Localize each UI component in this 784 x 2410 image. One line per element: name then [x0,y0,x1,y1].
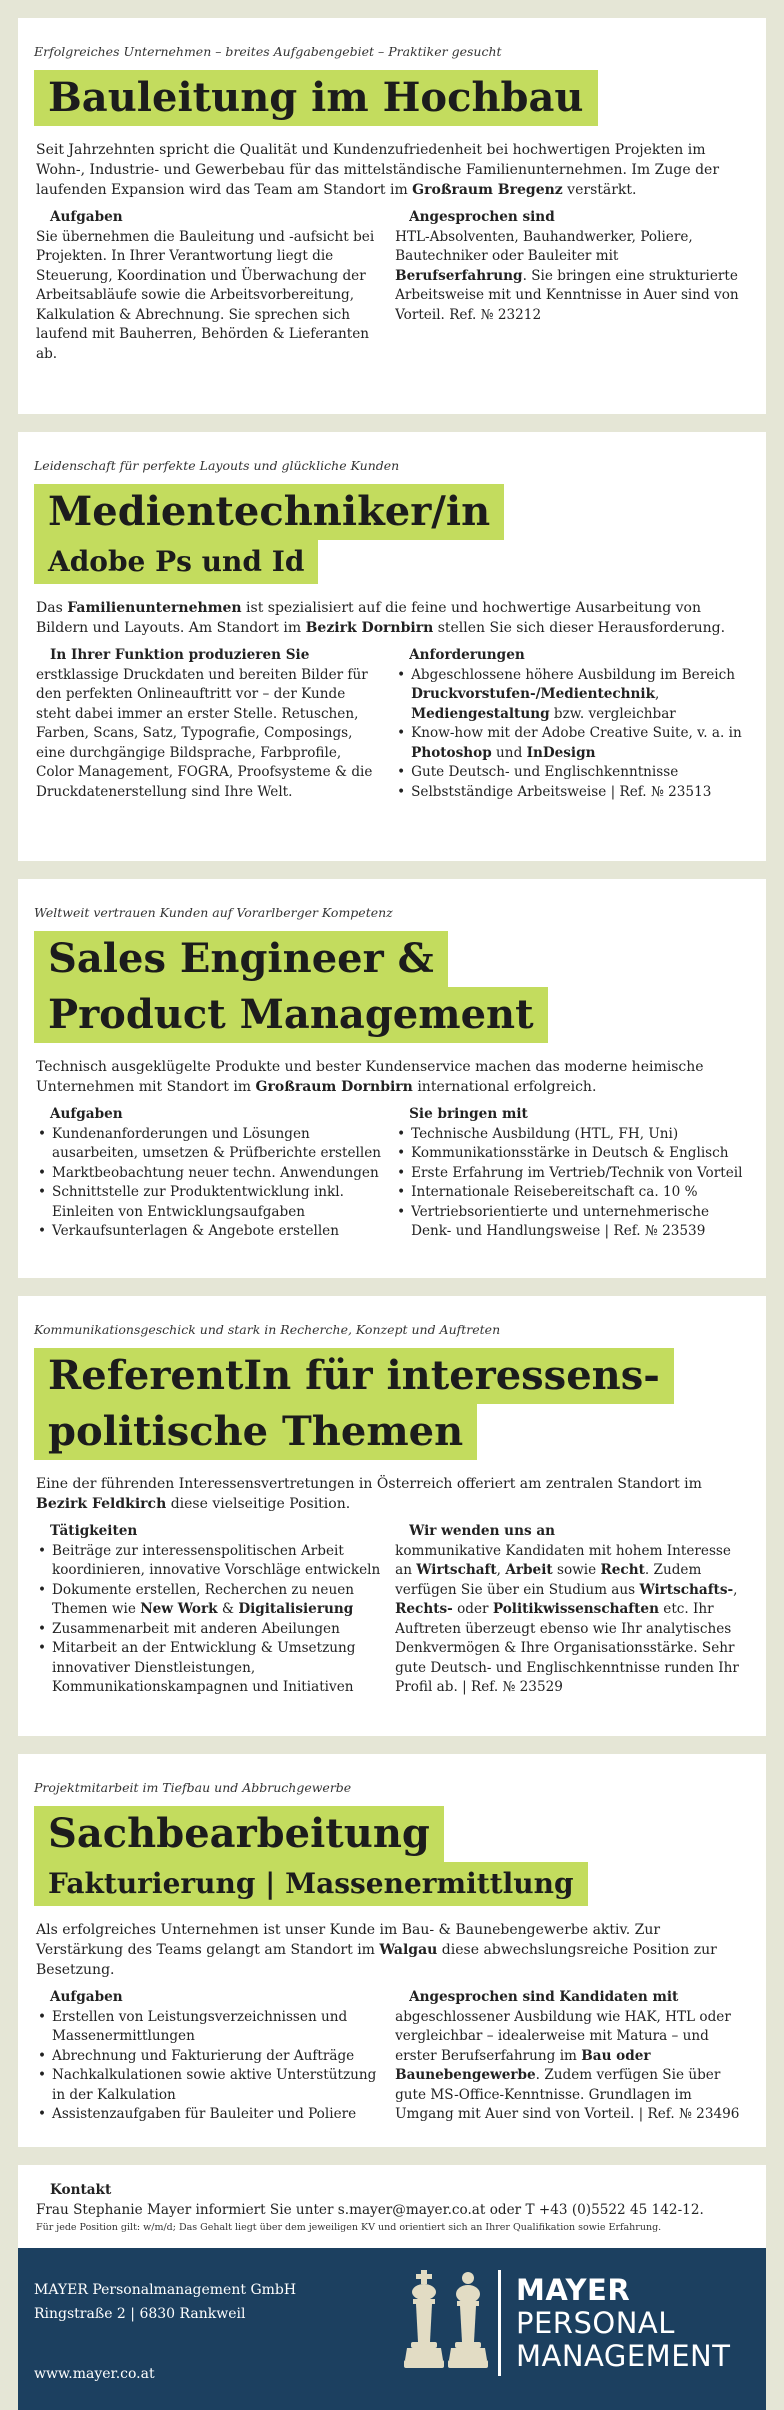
subtitle-line [34,540,748,584]
bold-text: Berufserfahrung [395,267,523,284]
job-subtitle: Fakturierung | Massenermittlung [34,1862,588,1906]
bullet-item [34,2047,381,2067]
text-run: ist spezialisiert auf die feine und hochwertige Ausarbeitung von Bildern und Layouts. Am Standort im [36,600,701,637]
text-run: Gute Deutsch- und Englischkenntnisse [411,764,679,781]
bullet-item [34,1222,381,1242]
right-column [393,1105,748,1242]
bold-text: InDesign [526,744,596,761]
job-columns [34,1522,748,1698]
text-run: oder [452,1601,493,1618]
bullet-item [34,1125,381,1164]
text-run: und [491,744,527,761]
bullet-list [393,1125,748,1242]
job-intro [36,140,748,200]
text-run: , [496,1562,506,1579]
bullet-item [393,1125,748,1145]
bullet-list [34,1542,381,1698]
text-run: & [217,1601,239,1618]
title-line [34,1348,748,1404]
text-run: Verkaufsunterlagen & Angebote erstellen [52,1223,339,1240]
bullet-item [393,666,748,725]
column-text [34,228,381,365]
job-title: Medientechniker/in [34,484,504,540]
text-run: Abgeschlossene höhere Ausbildung im Bereich [411,666,735,683]
job-ad-sales-engineer [18,879,766,1278]
bold-text: Photoshop [411,744,492,761]
text-run: stellen Sie sich dieser Herausforderung. [433,620,726,637]
fine-print: Für jede Position gilt: w/m/d; Das Gehalt liegt über dem jeweiligen KV und orientiert sich an Ihrer Qualifikation sowie Erfahrung. [36,2222,662,2233]
text-run: Dokumente erstellen, Recherchen zu neuen Themen wie [52,1581,355,1618]
column-heading: Tätigkeiten [50,1523,138,1540]
bold-text: Wirtschaft [416,1562,497,1579]
bold-text: New Work [140,1601,218,1618]
job-intro [36,1474,748,1514]
column-text [393,1542,748,1698]
job-title: Sales Engineer & [34,931,448,987]
text-run: sowie [552,1562,601,1579]
text-run: diese vielseitige Position. [166,1496,351,1513]
job-ad-bauleitung [18,18,766,414]
left-column [34,1988,393,2125]
right-column [393,1522,748,1698]
bullet-item [393,783,748,803]
job-ad-medientechniker [18,432,766,861]
text-run: erstklassige Druckdaten und bereiten Bilder für den perfekten Onlineauftritt vor – der Kunde steht dabei immer an erster Stelle. Retuschen, Farben, Scans, Satz, Typografie, Composings, eine durchgängige Bildsprache, Farbprofile, Color Management, FOGRA, Proofsysteme & die Druckdatenerstellung sind Ihre Welt. [36,666,373,800]
bullet-item [34,2066,381,2105]
right-column [393,646,748,802]
job-tagline: Weltweit vertrauen Kunden auf Vorarlberger Kompetenz [34,905,393,920]
text-run: , [733,1581,738,1598]
bullet-list [34,1125,381,1242]
job-ad-referentin [18,1296,766,1736]
bullet-item [34,1639,381,1698]
subtitle-line [34,1862,748,1906]
bullet-list [34,2008,381,2125]
job-listing-page [18,18,766,2248]
text-run: international erfolgreich. [412,1079,597,1096]
bold-text: Walgau [379,1942,438,1959]
text-run: . Sie bringen eine strukturierte Arbeitsweise mit und Kenntnisse in Auer sind von Vorteil. Ref. № 23212 [395,267,739,323]
bold-text: Digitalisierung [238,1601,354,1618]
job-intro [36,1920,748,1980]
bullet-item [393,724,748,763]
bullet-list [393,666,748,803]
title-line [34,1806,748,1862]
column-heading: Aufgaben [50,209,123,226]
column-heading: Angesprochen sind Kandidaten mit [409,1989,679,2006]
job-title: politische Themen [34,1404,477,1460]
king-chess-icon [402,2270,446,2370]
title-line [34,70,748,126]
text-run: Mitarbeit an der Entwicklung & Umsetzung innovativer Dienstleistungen, Kommunikationskampagnen und Initiativen [52,1640,356,1696]
job-title: Bauleitung im Hochbau [34,70,598,126]
text-run: Zusammenarbeit mit anderen Abeilungen [52,1620,340,1637]
text-run: Vertriebsorientierte und unternehmerische Denk- und Handlungsweise | Ref. № 23539 [411,1203,710,1240]
bullet-item [34,1183,381,1222]
text-run: Assistenzaufgaben für Bauleiter und Poliere [52,2106,357,2123]
left-column [34,1522,393,1698]
text-run: verstärkt. [562,182,637,199]
left-column [34,646,393,802]
job-tagline: Erfolgreiches Unternehmen – breites Aufgabengebiet – Praktiker gesucht [34,44,502,59]
company-name: MAYER Personalmanagement GmbH [34,2282,297,2298]
text-run: Know-how mit der Adobe Creative Suite, v. a. in [411,725,742,742]
text-run: HTL-Absolventen, Bauhandwerker, Poliere, Bautechniker oder Bauleiter mit [395,228,693,265]
column-text [393,228,748,326]
brand-divider [498,2270,501,2376]
text-run: Technisch ausgeklügelte Produkte und bester Kundenservice machen das moderne heimische Unternehmen mit Standort im [36,1059,704,1096]
bullet-item [34,1620,381,1640]
text-run: Nachkalkulationen sowie aktive Unterstützung in der Kalkulation [52,2067,377,2103]
bold-text: Recht [600,1562,645,1579]
job-subtitle: Adobe Ps und Id [34,540,318,584]
text-run: Seit Jahrzehnten spricht die Qualität und Kundenzufriedenheit bei hochwertigen Projekten im Wohn-, Industrie- und Gewerbebau für das mittelständische Familienunternehmen. Im Zuge der laufenden Expansion wird das Team am Standort im [36,142,720,199]
job-tagline: Projektmitarbeit im Tiefbau und Abbruchgewerbe [34,1780,352,1795]
column-heading: In Ihrer Funktion produzieren Sie [50,647,310,664]
bullet-item [393,1164,748,1184]
bold-text: Großraum Bregenz [412,182,563,199]
text-run: Kundenanforderungen und Lösungen ausarbeiten, umsetzen & Prüfberichte erstellen [52,1125,382,1162]
title-line [34,484,748,540]
bullet-item [34,2105,381,2125]
bullet-item [393,763,748,783]
job-title: Product Management [34,987,548,1043]
bullet-item [34,2008,381,2047]
text-run: Technische Ausbildung (HTL, FH, Uni) [411,1125,679,1142]
bold-text: Familienunternehmen [67,600,242,617]
contact-line: Frau Stephanie Mayer informiert Sie unter s.mayer@mayer.co.at oder T +43 (0)5522 45 142-12. [36,2202,704,2218]
contact-heading: Kontakt [50,2182,112,2198]
bold-text: Mediengestaltung [411,705,550,722]
text-run: Das [36,600,68,617]
job-title: Sachbearbeitung [34,1806,444,1862]
text-run: , [655,686,660,703]
job-columns [34,208,748,364]
bold-text: Druckvorstufen-/Medientechnik [411,686,656,703]
text-run: etc. Ihr Auftreten überzeugt ebenso wie Ihr analytisches Denkvermögen & Ihre Organisationsstärke. Sehr gute Deutsch- und Englischkenntnisse runden Ihr Profil ab. | Ref. № 23529 [395,1601,739,1696]
title-line [34,931,748,987]
bold-text: Politikwissenschaften [492,1601,659,1618]
column-heading: Aufgaben [50,1106,123,1123]
text-run: Kommunikationsstärke in Deutsch & Englisch [411,1145,729,1162]
job-intro [36,1057,748,1097]
bullet-item [393,1144,748,1164]
footer-address-block [34,2278,296,2326]
bold-text: Bezirk Feldkirch [36,1496,167,1513]
bullet-item [34,1164,381,1184]
bullet-item [393,1203,748,1242]
text-run: Beiträge zur interessenspolitischen Arbeit koordinieren, innovative Vorschläge entwickeln [52,1542,381,1579]
text-run: Eine der führenden Interessensvertretungen in Österreich offeriert am zentralen Standort im [36,1476,702,1493]
text-run: diese abwechslungsreiche Position zur Besetzung. [36,1942,717,1979]
text-run: Schnittstelle zur Produktentwicklung inkl. Einleiten von Entwicklungsaufgaben [52,1184,344,1220]
job-tagline: Leidenschaft für perfekte Layouts und glückliche Kunden [34,458,400,473]
bold-text: Rechts- [395,1601,453,1618]
brand-word-2: PERSONAL [516,2306,675,2340]
bullet-item [34,1542,381,1581]
brand-word-1: MAYER [516,2273,631,2307]
job-columns [34,1105,748,1242]
bullet-item [393,1183,748,1203]
column-heading: Wir wenden uns an [409,1523,556,1540]
column-heading: Aufgaben [50,1989,123,2006]
job-ad-sachbearbeitung [18,1754,766,2147]
brand-word-3: MANAGEMENT [516,2339,731,2373]
bold-text: Wirtschafts- [639,1581,734,1598]
brand-logo [516,2274,730,2373]
job-title: ReferentIn für interessens- [34,1348,674,1404]
title-line [34,1404,748,1460]
text-run: kommunikative Kandidaten mit hohem Interesse an [395,1542,731,1579]
job-tagline: Kommunikationsgeschick und stark in Recherche, Konzept und Auftreten [34,1322,501,1337]
job-intro [36,598,748,638]
bold-text: Arbeit [505,1562,553,1579]
text-run: Erstellen von Leistungsverzeichnissen und Massenermittlungen [52,2008,348,2045]
text-run: Als erfolgreiches Unternehmen ist unser Kunde im Bau- & Baunebengewerbe aktiv. Zur Verstärkung des Teams gelangt am Standort im [36,1922,661,1959]
company-address: Ringstraße 2 | 6830 Rankweil [34,2306,246,2322]
left-column [34,1105,393,1242]
column-heading: Anforderungen [409,647,525,664]
column-heading: Angesprochen sind [409,209,555,226]
text-run: Abrechnung und Fakturierung der Aufträge [52,2047,355,2064]
text-run: . Zudem verfügen Sie über ein Studium aus [395,1562,702,1598]
title-line [34,987,748,1043]
bold-text: Großraum Dornbirn [255,1079,413,1096]
bullet-item [34,1581,381,1620]
column-text [34,666,381,803]
bold-text: Bezirk Dornbirn [305,620,434,637]
text-run: abgeschlossener Ausbildung wie HAK, HTL oder vergleichbar – idealerweise mit Matura – und erster Berufserfahrung im [395,2008,731,2064]
queen-chess-icon [446,2270,490,2370]
column-text [393,2008,748,2125]
contact-section [18,2165,766,2248]
text-run: Marktbeobachtung neuer techn. Anwendungen [52,1164,379,1181]
text-run: bzw. vergleichbar [549,705,676,722]
job-columns [34,1988,748,2125]
text-run: Sie übernehmen die Bauleitung und -aufsicht bei Projekten. In Ihrer Verantwortung liegt die Steuerung, Koordination und Überwachung der Arbeitsabläufe sowie die Arbeitsvorbereitung, Kalkulation & Abrechnung. Sie sprechen sich laufend mit Bauherren, Behörden & Lieferanten ab. [36,228,375,362]
website-link[interactable]: www.mayer.co.at [34,2366,155,2382]
text-run: Internationale Reisebereitschaft ca. 10 % [411,1184,698,1201]
right-column [393,208,748,364]
column-heading: Sie bringen mit [409,1106,528,1123]
left-column [34,208,393,364]
bold-text: Bau oder Baunebengewerbe [395,2047,651,2084]
text-run: Erste Erfahrung im Vertrieb/Technik von Vorteil [411,1164,743,1181]
right-column [393,1988,748,2125]
job-columns [34,646,748,802]
text-run: . Zudem verfügen Sie über gute MS-Office-Kenntnisse. Grundlagen im Umgang mit Auer sind von Vorteil. | Ref. № 23496 [395,2067,740,2123]
text-run: Selbstständige Arbeitsweise | Ref. № 23513 [411,783,712,800]
footer [18,2248,766,2410]
